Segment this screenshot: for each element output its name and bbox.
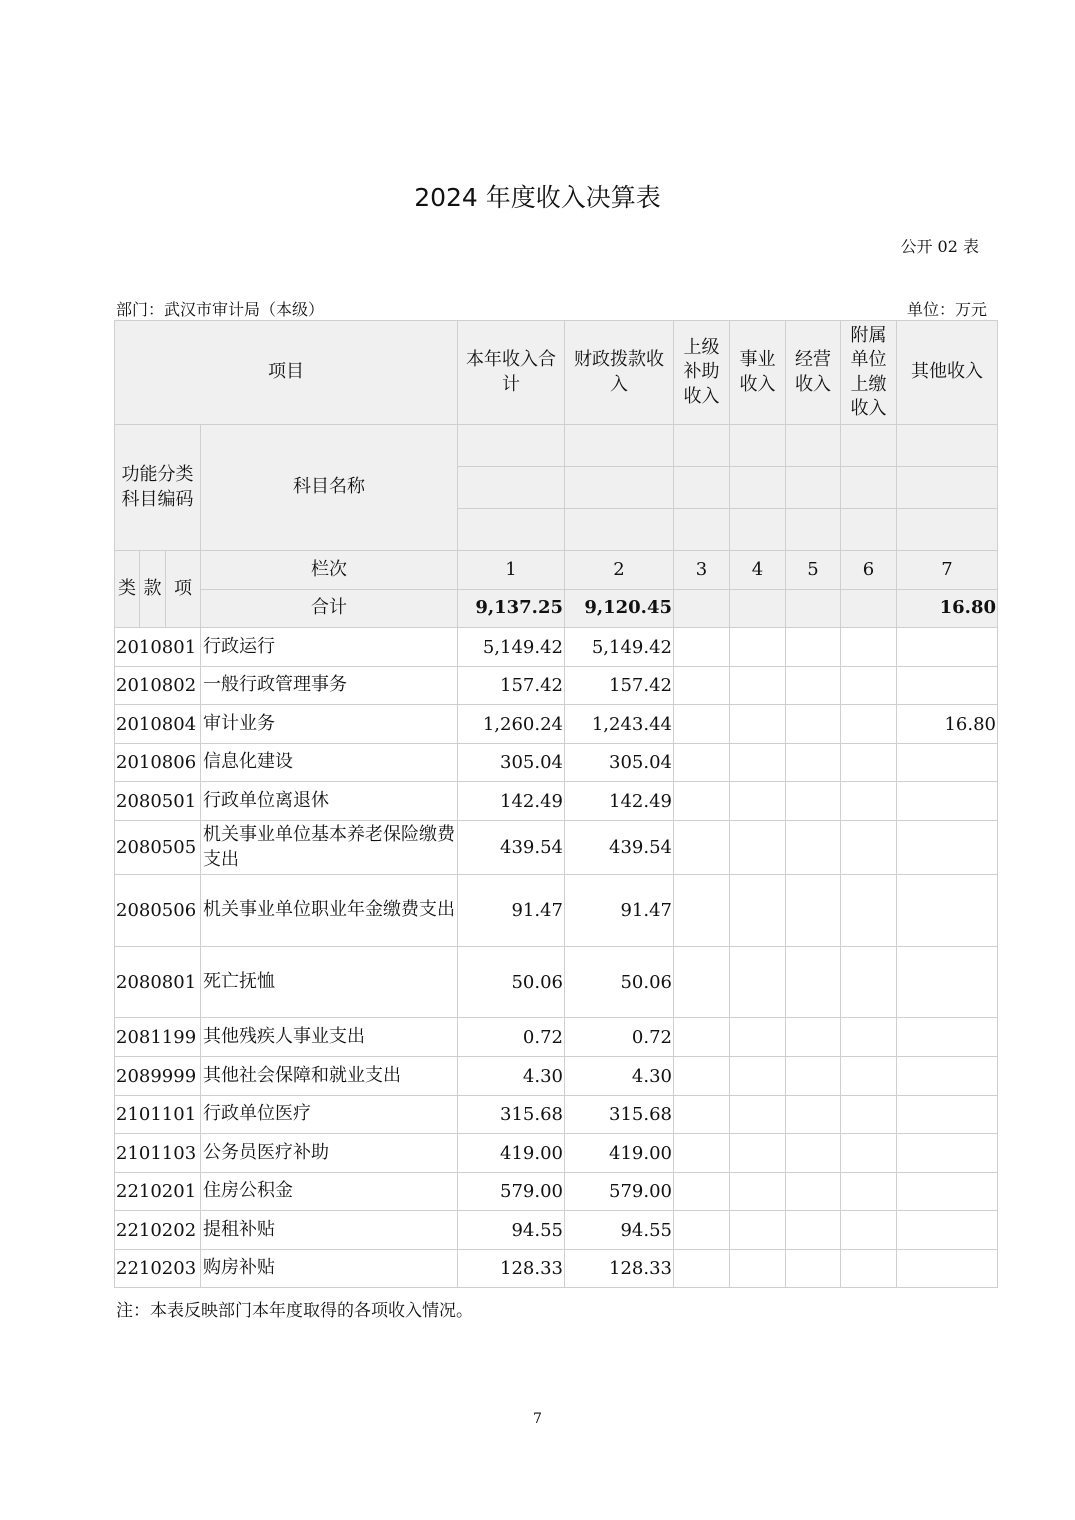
cell-affiliated: [841, 1250, 897, 1288]
subject-name: 住房公积金: [201, 1173, 458, 1211]
table-row: [115, 821, 998, 875]
total-affiliated: [841, 590, 897, 628]
subject-code: 2010806: [115, 744, 201, 782]
table-row: [115, 628, 998, 667]
table-row: [115, 1096, 998, 1134]
subject-code: 2080501: [115, 782, 201, 821]
table-row: [115, 1173, 998, 1211]
cell-operating: [786, 1134, 841, 1173]
cell-other: [897, 1018, 998, 1057]
subject-name: 行政单位医疗: [201, 1096, 458, 1134]
cell-business: [730, 875, 786, 947]
cell-fiscal: 439.54: [565, 821, 674, 875]
cell-operating: [786, 628, 841, 667]
cell-affiliated: [841, 1134, 897, 1173]
subject-code: 2081199: [115, 1018, 201, 1057]
cell-operating: [786, 875, 841, 947]
subject-code: 2080505: [115, 821, 201, 875]
cell-total: 439.54: [458, 821, 565, 875]
cell-business: [730, 744, 786, 782]
total-other: 16.80: [897, 590, 998, 628]
header-xiang: 项: [166, 551, 201, 628]
subject-code: 2101103: [115, 1134, 201, 1173]
cell-business: [730, 1057, 786, 1096]
table-row: [115, 667, 998, 705]
cell-superior: [674, 628, 730, 667]
cell-superior: [674, 667, 730, 705]
cell-superior: [674, 821, 730, 875]
cell-other: [897, 821, 998, 875]
cell-superior: [674, 1096, 730, 1134]
cell-other: [897, 875, 998, 947]
subject-name: 审计业务: [201, 705, 458, 744]
page-number: 7: [533, 1411, 542, 1427]
form-number: 公开 02 表: [900, 237, 979, 256]
cell-fiscal: 0.72: [565, 1018, 674, 1057]
cell-affiliated: [841, 1211, 897, 1250]
header-business: 事业收入: [730, 321, 786, 425]
cell-operating: [786, 1173, 841, 1211]
page-title: 2024 年度收入决算表: [414, 183, 661, 212]
col-number: 4: [730, 551, 786, 590]
header-superior: 上级补助收入: [674, 321, 730, 425]
cell-other: [897, 782, 998, 821]
header-subject-name: 科目名称: [201, 425, 458, 551]
cell-fiscal: 419.00: [565, 1134, 674, 1173]
table-row: [115, 1134, 998, 1173]
cell-total: 94.55: [458, 1211, 565, 1250]
subject-name: 行政运行: [201, 628, 458, 667]
cell-total: 157.42: [458, 667, 565, 705]
col-number: 7: [897, 551, 998, 590]
subject-name: 机关事业单位基本养老保险缴费支出: [201, 821, 458, 875]
cell-business: [730, 782, 786, 821]
total-fiscal: 9,120.45: [565, 590, 674, 628]
header-row-1: [115, 321, 998, 425]
cell-total: 142.49: [458, 782, 565, 821]
cell-business: [730, 821, 786, 875]
cell-fiscal: 91.47: [565, 875, 674, 947]
header-total: 本年收入合计: [458, 321, 565, 425]
cell-total: 419.00: [458, 1134, 565, 1173]
cell-fiscal: 128.33: [565, 1250, 674, 1288]
cell-other: [897, 744, 998, 782]
cell-total: 315.68: [458, 1096, 565, 1134]
cell-business: [730, 1018, 786, 1057]
cell-other: [897, 667, 998, 705]
cell-fiscal: 315.68: [565, 1096, 674, 1134]
cell-fiscal: 1,243.44: [565, 705, 674, 744]
income-table: [114, 320, 998, 1288]
cell-superior: [674, 947, 730, 1018]
total-superior: [674, 590, 730, 628]
table-row: [115, 782, 998, 821]
cell-fiscal: 4.30: [565, 1057, 674, 1096]
subject-code: 2010802: [115, 667, 201, 705]
cell-operating: [786, 947, 841, 1018]
subject-code: 2210201: [115, 1173, 201, 1211]
cell-business: [730, 947, 786, 1018]
header-other: 其他收入: [897, 321, 998, 425]
cell-business: [730, 1134, 786, 1173]
cell-superior: [674, 705, 730, 744]
cell-other: [897, 1134, 998, 1173]
cell-superior: [674, 1250, 730, 1288]
table-row: [115, 1211, 998, 1250]
subject-code: 2010801: [115, 628, 201, 667]
cell-superior: [674, 744, 730, 782]
subject-name: 提租补贴: [201, 1211, 458, 1250]
header-affiliated: 附属单位上缴收入: [841, 321, 897, 425]
subject-name: 其他社会保障和就业支出: [201, 1057, 458, 1096]
subject-name: 行政单位离退休: [201, 782, 458, 821]
header-operating: 经营收入: [786, 321, 841, 425]
cell-superior: [674, 875, 730, 947]
cell-other: [897, 1173, 998, 1211]
cell-affiliated: [841, 875, 897, 947]
col-number: 3: [674, 551, 730, 590]
cell-operating: [786, 1096, 841, 1134]
cell-operating: [786, 1057, 841, 1096]
table-row: [115, 1018, 998, 1057]
subject-name: 机关事业单位职业年金缴费支出: [201, 875, 458, 947]
total-total: 9,137.25: [458, 590, 565, 628]
cell-total: 91.47: [458, 875, 565, 947]
cell-operating: [786, 1018, 841, 1057]
header-kuan: 款: [140, 551, 166, 628]
subject-code: 2101101: [115, 1096, 201, 1134]
cell-other: [897, 1096, 998, 1134]
cell-operating: [786, 782, 841, 821]
cell-other: [897, 1211, 998, 1250]
total-label: 合计: [201, 590, 458, 628]
subject-code: 2080801: [115, 947, 201, 1018]
cell-total: 128.33: [458, 1250, 565, 1288]
table-row: [115, 1057, 998, 1096]
cell-affiliated: [841, 705, 897, 744]
cell-other: [897, 628, 998, 667]
column-order-row: [115, 551, 998, 590]
cell-fiscal: 579.00: [565, 1173, 674, 1211]
subject-name: 一般行政管理事务: [201, 667, 458, 705]
cell-affiliated: [841, 947, 897, 1018]
col-number: 5: [786, 551, 841, 590]
department-label: 部门：武汉市审计局（本级）: [116, 300, 325, 319]
cell-superior: [674, 1173, 730, 1211]
cell-fiscal: 5,149.42: [565, 628, 674, 667]
subject-name: 其他残疾人事业支出: [201, 1018, 458, 1057]
cell-operating: [786, 1211, 841, 1250]
unit-label: 单位：万元: [906, 300, 987, 319]
cell-operating: [786, 705, 841, 744]
cell-fiscal: 142.49: [565, 782, 674, 821]
cell-operating: [786, 744, 841, 782]
cell-affiliated: [841, 782, 897, 821]
cell-business: [730, 1173, 786, 1211]
subject-code: 2089999: [115, 1057, 201, 1096]
cell-affiliated: [841, 1018, 897, 1057]
cell-fiscal: 94.55: [565, 1211, 674, 1250]
cell-business: [730, 1250, 786, 1288]
cell-total: 579.00: [458, 1173, 565, 1211]
cell-affiliated: [841, 667, 897, 705]
col-number: 1: [458, 551, 565, 590]
cell-business: [730, 1096, 786, 1134]
subject-name: 信息化建设: [201, 744, 458, 782]
col-number: 6: [841, 551, 897, 590]
subject-name: 公务员医疗补助: [201, 1134, 458, 1173]
total-business: [730, 590, 786, 628]
cell-affiliated: [841, 744, 897, 782]
cell-other: [897, 1250, 998, 1288]
table-row: [115, 1250, 998, 1288]
cell-superior: [674, 1057, 730, 1096]
table-row: [115, 744, 998, 782]
cell-operating: [786, 667, 841, 705]
col-number: 2: [565, 551, 674, 590]
cell-affiliated: [841, 1096, 897, 1134]
cell-total: 50.06: [458, 947, 565, 1018]
cell-operating: [786, 821, 841, 875]
table-row: [115, 705, 998, 744]
header-fiscal: 财政拨款收入: [565, 321, 674, 425]
subject-code: 2080506: [115, 875, 201, 947]
cell-fiscal: 50.06: [565, 947, 674, 1018]
header-item: 项目: [115, 321, 458, 425]
cell-operating: [786, 1250, 841, 1288]
cell-total: 4.30: [458, 1057, 565, 1096]
table-row: [115, 875, 998, 947]
cell-other: [897, 947, 998, 1018]
total-operating: [786, 590, 841, 628]
cell-business: [730, 667, 786, 705]
cell-fiscal: 157.42: [565, 667, 674, 705]
subject-code: 2210203: [115, 1250, 201, 1288]
cell-affiliated: [841, 1173, 897, 1211]
header-column-order: 栏次: [201, 551, 458, 590]
cell-total: 305.04: [458, 744, 565, 782]
cell-other: [897, 1057, 998, 1096]
header-lei: 类: [115, 551, 140, 628]
subject-code: 2210202: [115, 1211, 201, 1250]
cell-fiscal: 305.04: [565, 744, 674, 782]
cell-superior: [674, 1134, 730, 1173]
cell-superior: [674, 1211, 730, 1250]
cell-business: [730, 705, 786, 744]
subject-name: 死亡抚恤: [201, 947, 458, 1018]
cell-total: 0.72: [458, 1018, 565, 1057]
table-note: 注：本表反映部门本年度取得的各项收入情况。: [116, 1301, 473, 1321]
subject-code: 2010804: [115, 705, 201, 744]
cell-other: 16.80: [897, 705, 998, 744]
header-row-2: [115, 425, 998, 467]
subject-name: 购房补贴: [201, 1250, 458, 1288]
cell-total: 1,260.24: [458, 705, 565, 744]
cell-business: [730, 1211, 786, 1250]
header-func-code: 功能分类科目编码: [115, 425, 201, 551]
cell-total: 5,149.42: [458, 628, 565, 667]
cell-affiliated: [841, 628, 897, 667]
cell-affiliated: [841, 821, 897, 875]
cell-superior: [674, 782, 730, 821]
cell-business: [730, 628, 786, 667]
cell-superior: [674, 1018, 730, 1057]
table-row: [115, 947, 998, 1018]
cell-affiliated: [841, 1057, 897, 1096]
total-row: [115, 590, 998, 628]
